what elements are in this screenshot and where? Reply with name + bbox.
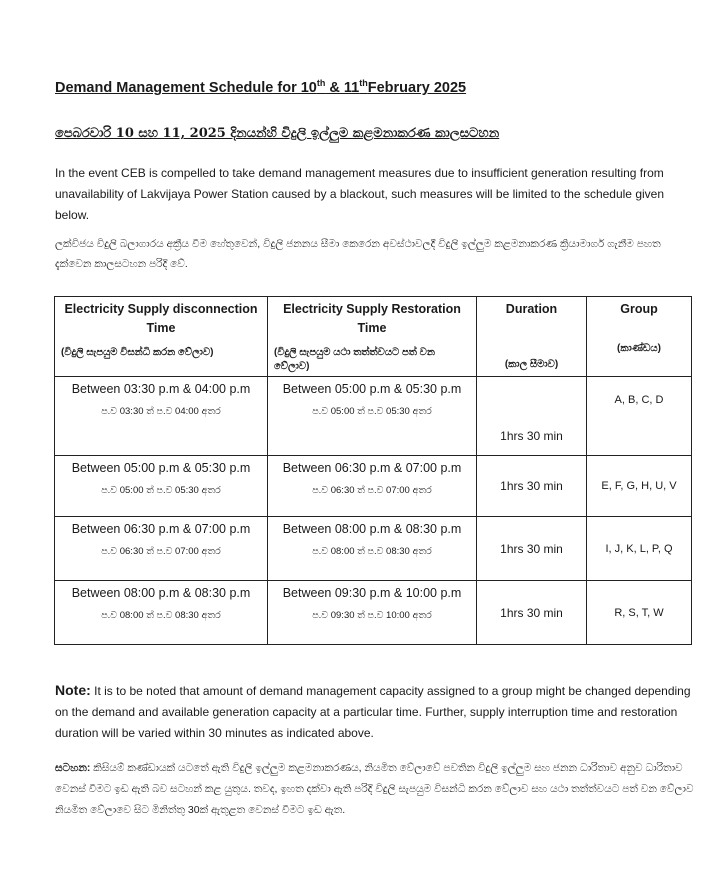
header-disconnection-si: (විදුලි සැපයුම විසන්ධි කරන වේලාව) — [61, 347, 214, 358]
header-duration — [477, 297, 587, 377]
restore-cell — [268, 456, 477, 517]
table-row — [55, 377, 692, 456]
restore-time-si: ප.ව 06:30 ත් ප.ව 07:00 අතර — [312, 485, 432, 496]
header-group-si: (කාණ්ඩය) — [617, 343, 661, 354]
disconnect-time-si: ප.ව 06:30 ත් ප.ව 07:00 අතර — [101, 546, 221, 557]
restore-time-en: Between 08:00 p.m & 08:30 p.m — [282, 522, 462, 536]
note-si-label: සටහන: — [55, 762, 91, 774]
header-duration-en: Duration — [505, 302, 558, 316]
restore-cell — [268, 581, 477, 645]
title-suffix: February 2025 — [367, 79, 467, 96]
group-cell: E, F, G, H, U, V — [587, 456, 692, 517]
document-title — [55, 78, 466, 96]
restore-time-si: ප.ව 08:00 ත් ප.ව 08:30 අතර — [312, 546, 432, 557]
duration-cell: 1hrs 30 min — [477, 517, 587, 581]
header-group-en: Group — [620, 302, 658, 316]
header-duration-si: (කාල සීමාව) — [504, 359, 559, 370]
disconnect-time-en: Between 03:30 p.m & 04:00 p.m — [71, 382, 251, 396]
disconnect-cell — [55, 456, 268, 517]
duration-cell: 1hrs 30 min — [477, 456, 587, 517]
title-sup-1: th — [316, 78, 326, 88]
restore-time-si: ප.ව 09:30 ත් ප.ව 10:00 අතර — [312, 610, 432, 621]
restore-cell — [268, 377, 477, 456]
restore-time-en: Between 05:00 p.m & 05:30 p.m — [282, 382, 462, 396]
group-cell: I, J, K, L, P, Q — [587, 517, 692, 581]
disconnect-cell — [55, 377, 268, 456]
restore-cell — [268, 517, 477, 581]
intro-sinhala: ලක්විජය විදුලි බලාගාරය අක්‍රීය වීම හේතුවෙන්, විදුලි ජනනය සීමා කෙරෙන අවස්ථාවලදී විදුලි ඉල්ලුම කළමනාකරණ ක්‍රියාමාර්ග ගැනීම පහත දැක්වෙන කාලසටහන පරිදි වේ. — [55, 238, 661, 270]
disconnect-time-si: ප.ව 03:30 ත් ප.ව 04:00 අතර — [101, 406, 221, 417]
group-cell: R, S, T, W — [587, 581, 692, 645]
schedule-table — [54, 296, 692, 645]
title-prefix: Demand Management Schedule for 10 — [55, 79, 317, 96]
title-mid: & 11 — [325, 79, 360, 96]
header-disconnection-en: Electricity Supply disconnection Time — [64, 302, 258, 335]
header-group — [587, 297, 692, 377]
disconnect-cell — [55, 581, 268, 645]
sinhala-title: පෙබරවාරි 10 සහ 11, 2025 දිනයන්හි විදුලි ඉල්ලුම කළමනාකරණ කාලසටහන — [55, 126, 500, 141]
disconnect-cell — [55, 517, 268, 581]
table-row — [55, 456, 692, 517]
restore-time-en: Between 09:30 p.m & 10:00 p.m — [282, 586, 462, 600]
duration-cell: 1hrs 30 min — [477, 377, 587, 456]
table-row — [55, 581, 692, 645]
header-restoration-en: Electricity Supply Restoration Time — [283, 302, 461, 335]
note-sinhala — [55, 758, 695, 821]
disconnect-time-en: Between 06:30 p.m & 07:00 p.m — [71, 522, 251, 536]
disconnect-time-en: Between 05:00 p.m & 05:30 p.m — [71, 461, 251, 475]
disconnect-time-si: ප.ව 08:00 ත් ප.ව 08:30 අතර — [101, 610, 221, 621]
note-label: Note: — [55, 682, 91, 698]
table-header-row — [55, 297, 692, 377]
duration-cell: 1hrs 30 min — [477, 581, 587, 645]
restore-time-si: ප.ව 05:00 ත් ප.ව 05:30 අතර — [312, 406, 432, 417]
header-disconnection — [55, 297, 268, 377]
title-sup-2: th — [359, 78, 368, 88]
intro-english: In the event CEB is compelled to take demand management measures due to insufficient generation resulting from unavailability of Lakvijaya Power Station caused by a blackout, such measures will be limited to the schedule given below. — [55, 166, 664, 222]
restore-time-en: Between 06:30 p.m & 07:00 p.m — [282, 461, 462, 475]
disconnect-time-si: ප.ව 05:00 ත් ප.ව 05:30 අතර — [101, 485, 221, 496]
note-si-text: කිසියම් කණ්ඩායක් යටතේ ඇති විදුලි ඉල්ලුම කළමනාකරණය, නියමිත වේලාවේ පවතින විදුලි ඉල්ලුම සහ ජනන ධාරිතාව අනුව ධාරිතාව වෙනස් වීමට ඉඩ ඇති බව සටහන් කළ යුතුය. තවද, ඉහත දක්වා ඇති පරිදි විදුලි සැපයුම විසන්ධි කරන වේලාව සහ යථා තත්ත්වයට පත් වන වේලාව නියමිත වේලාවෙ සිට මිනිත්තු 30ක් ඇතුළත වෙනස් වීමට ඉඩ ඇත. — [55, 762, 694, 816]
table-row — [55, 517, 692, 581]
disconnect-time-en: Between 08:00 p.m & 08:30 p.m — [71, 586, 251, 600]
note-text: It is to be noted that amount of demand management capacity assigned to a group might be changed depending on the demand and available generation capacity at a particular time. Further, supply interruption time and restoration duration will be varied within 30 minutes as indicated above. — [55, 684, 691, 740]
group-cell: A, B, C, D — [587, 377, 692, 456]
note-english — [55, 680, 695, 744]
header-restoration-si: (විදුලි සැපයුම යථා තත්ත්වයට පත් වන වේලාව) — [274, 347, 435, 372]
header-restoration — [268, 297, 477, 377]
